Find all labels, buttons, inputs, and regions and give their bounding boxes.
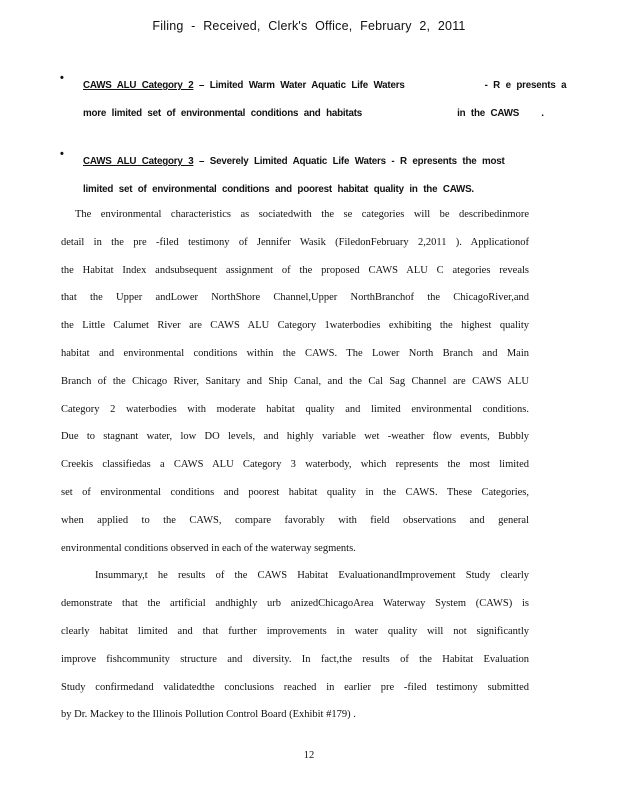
bullet-category-3-line-1: CAWS ALU Category 3 – Severely Limited Aquatic Life Waters - R epresents the most <box>83 156 505 167</box>
body-line: that the Upper andLower NorthShore Channel,Upper NorthBranchof the ChicagoRiver,and <box>61 292 529 304</box>
category-2-title: CAWS ALU Category 2 <box>83 80 194 91</box>
body-line: Category 2 waterbodies with moderate habitat quality and limited environmental conditions. <box>61 403 529 415</box>
body-line: improve fishcommunity structure and diversity. In fact,the results of the Habitat Evaluation <box>61 653 529 665</box>
body-line: the Habitat Index andsubsequent assignment of the proposed CAWS ALU C ategories reveals <box>61 264 529 276</box>
bullet-dot-icon: • <box>60 148 64 160</box>
page-number: 12 <box>303 750 315 761</box>
bullet-category-3-line-2: limited set of environmental conditions and poorest habitat quality in the CAWS. <box>83 184 474 195</box>
filing-header: Filing - Received, Clerk's Office, February 2, 2011 <box>152 19 466 33</box>
body-line: Study confirmedand validatedthe conclusions reached in earlier pre -filed testimony submitted <box>61 681 529 693</box>
body-line: The environmental characteristics as sociatedwith the se categories will be describedinmore <box>75 209 529 220</box>
body-line: Branch of the Chicago River, Sanitary and Ship Canal, and the Cal Sag Channel are CAWS ALU <box>61 375 529 387</box>
body-line: Insummary,t he results of the CAWS Habitat EvaluationandImprovement Study clearly <box>95 570 529 582</box>
body-line: clearly habitat limited and that further improvements in water quality will not significantly <box>61 625 529 637</box>
body-line: the Little Calumet River are CAWS ALU Category 1waterbodies exhibiting the highest quality <box>61 320 529 332</box>
bullet-category-2-line-1: CAWS ALU Category 2 – Limited Warm Water Aquatic Life Waters - R e presents a <box>83 80 567 91</box>
bullet-category-3 <box>60 148 530 204</box>
body-text <box>61 201 529 729</box>
body-line: Due to stagnant water, low DO levels, and highly variable wet -weather flow events, Bubbly <box>61 431 529 443</box>
body-line: environmental conditions observed in each of the waterway segments. <box>61 542 356 554</box>
body-line: by Dr. Mackey to the Illinois Pollution Control Board (Exhibit #179) . <box>61 709 356 721</box>
bullet-dot-icon: • <box>60 72 64 84</box>
body-line: demonstrate that the artificial andhighly urb anizedChicagoArea Waterway System (CAWS) is <box>61 598 529 610</box>
body-line: detail in the pre -filed testimony of Jennifer Wasik (FiledonFebruary 2,2011 ). Applicationof <box>61 236 529 248</box>
category-3-title: CAWS ALU Category 3 <box>83 156 194 167</box>
body-line: Creekis classifiedas a CAWS ALU Category 3 waterbody, which represents the most limited <box>61 459 529 471</box>
body-line: habitat and environmental conditions within the CAWS. The Lower North Branch and Main <box>61 347 529 359</box>
bullet-category-2 <box>60 72 567 128</box>
body-line: when applied to the CAWS, compare favorably with field observations and general <box>61 514 529 526</box>
bullet-category-2-line-2: more limited set of environmental conditions and habitats in the CAWS . <box>83 108 544 119</box>
body-line: set of environmental conditions and poorest habitat quality in the CAWS. These Categories, <box>61 486 529 498</box>
